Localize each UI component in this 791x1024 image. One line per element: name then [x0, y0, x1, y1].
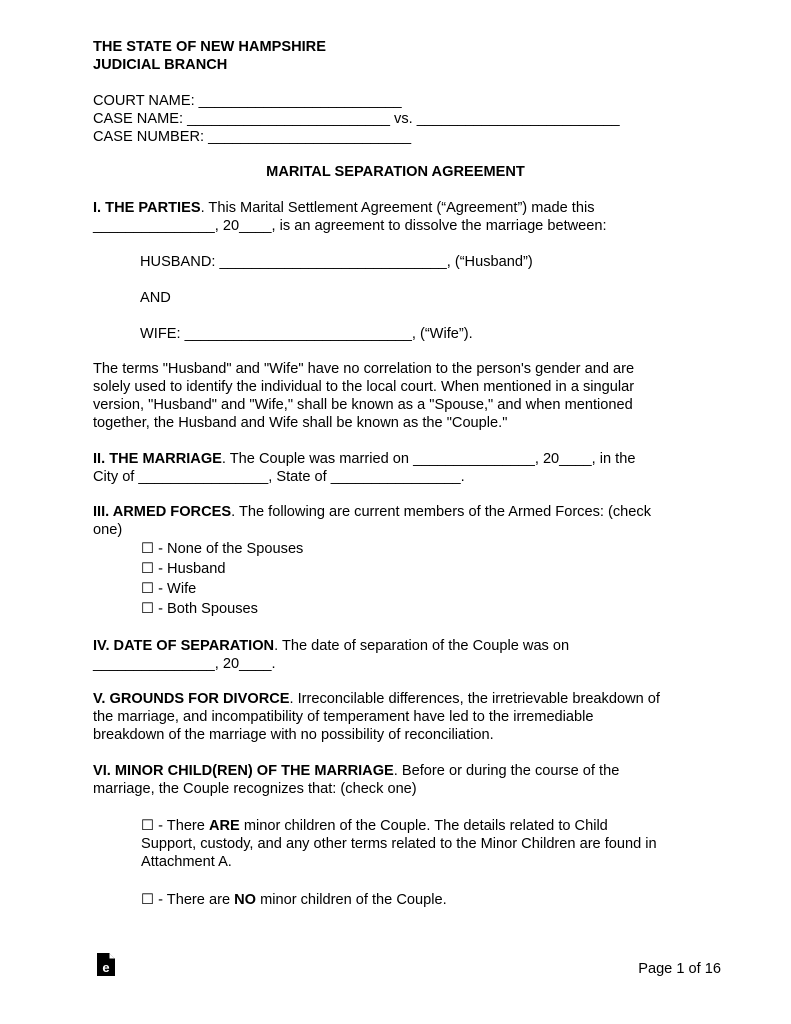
branch-heading: JUDICIAL BRANCH [93, 57, 228, 73]
husband-field: HUSBAND: ____________________________, (“Husband”) [140, 254, 533, 270]
armed-option-none[interactable]: ☐ - None of the Spouses [141, 541, 304, 557]
wife-field: WIFE: ____________________________, (“Wife”). [140, 326, 473, 342]
page-number: Page 1 of 16 [638, 961, 721, 977]
separation-heading: IV. DATE OF SEPARATION [93, 638, 275, 654]
grounds-text: . Irreconcilable differences, the irretrievable breakdown of [289, 691, 660, 707]
grounds-line3: breakdown of the marriage with no possibility of reconciliation. [93, 727, 494, 743]
case-number-field: CASE NUMBER: _________________________ [93, 129, 412, 145]
minor-children-line2: marriage, the Couple recognizes that: (check one) [93, 781, 417, 797]
marriage-intro [93, 450, 635, 468]
armed-option-wife[interactable]: ☐ - Wife [141, 581, 197, 597]
armed-forces-intro [93, 503, 651, 521]
minor-option-are-emphasis: ARE [208, 818, 240, 834]
separation-text: . The date of separation of the Couple was on [274, 638, 570, 654]
marriage-line2: City of ________________, State of ________________. [93, 469, 465, 485]
minor-option-are-prefix: ☐ - There [141, 818, 209, 834]
armed-option-husband[interactable]: ☐ - Husband [141, 561, 226, 577]
grounds-heading: V. GROUNDS FOR DIVORCE [93, 691, 290, 707]
document-title: MARITAL SEPARATION AGREEMENT [266, 164, 525, 180]
grounds-intro [93, 690, 660, 708]
minor-option-are-line2: Support, custody, and any other terms related to the Minor Children are found in [141, 836, 657, 852]
svg-text:e: e [102, 960, 110, 975]
terms-line4: together, the Husband and Wife shall be known as the "Couple." [93, 415, 508, 431]
terms-line2: solely used to identify the individual to the local court. When mentioned in a singular [93, 379, 635, 395]
minor-option-no-prefix: ☐ - There are [141, 892, 235, 908]
case-name-field: CASE NAME: _________________________ vs. _________________________ [93, 111, 620, 127]
minor-option-are[interactable] [141, 817, 608, 835]
terms-line3: version, "Husband" and "Wife," shall be known as a "Spouse," and when mentioned [93, 397, 633, 413]
parties-line2: _______________, 20____, is an agreement to dissolve the marriage between: [93, 218, 607, 234]
minor-option-no[interactable] [141, 891, 447, 909]
separation-line2: _______________, 20____. [93, 656, 276, 672]
minor-option-are-line3: Attachment A. [141, 854, 232, 870]
state-heading: THE STATE OF NEW HAMPSHIRE [93, 39, 326, 55]
minor-children-text: . Before or during the course of the [393, 763, 620, 779]
minor-option-no-text: minor children of the Couple. [256, 892, 447, 908]
eforms-logo-icon [96, 953, 116, 977]
armed-option-both[interactable]: ☐ - Both Spouses [141, 601, 258, 617]
separation-intro [93, 637, 569, 655]
court-name-field: COURT NAME: _________________________ [93, 93, 402, 109]
armed-forces-heading: III. ARMED FORCES [93, 504, 232, 520]
minor-option-no-emphasis: NO [234, 892, 257, 908]
minor-children-intro [93, 762, 619, 780]
minor-children-heading: VI. MINOR CHILD(REN) OF THE MARRIAGE [93, 763, 394, 779]
terms-line1: The terms "Husband" and "Wife" have no correlation to the person's gender and are [93, 361, 635, 377]
and-text: AND [140, 290, 171, 306]
parties-heading: I. THE PARTIES [93, 200, 201, 216]
armed-forces-line2: one) [93, 522, 123, 538]
grounds-line2: the marriage, and incompatibility of temperament have led to the irremediable [93, 709, 594, 725]
marriage-heading: II. THE MARRIAGE [93, 451, 222, 467]
parties-intro [93, 199, 595, 217]
marriage-text: . The Couple was married on _______________, 20____, in the [221, 451, 636, 467]
minor-option-are-text: minor children of the Couple. The details related to Child [239, 818, 608, 834]
armed-forces-text: . The following are current members of the Armed Forces: (check [231, 504, 651, 520]
parties-text: . This Marital Settlement Agreement (“Agreement”) made this [200, 200, 595, 216]
